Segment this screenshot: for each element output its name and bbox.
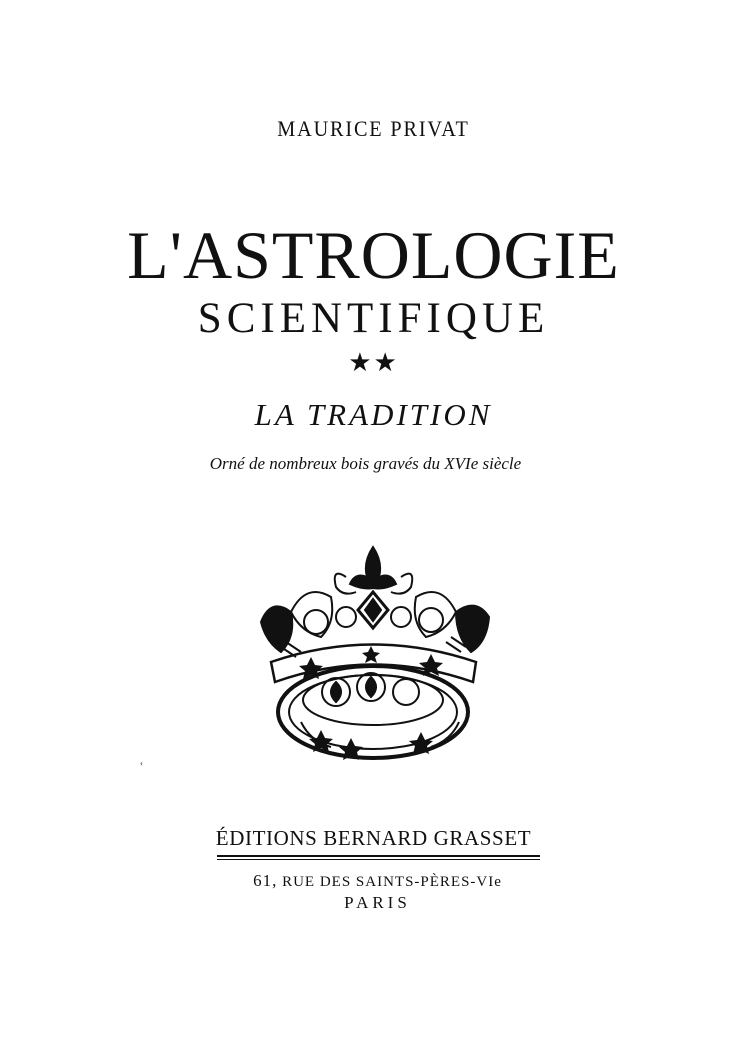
book-subtitle: SCIENTIFIQUE (197, 295, 550, 342)
address-street: RUE DES SAINTS-PÈRES-VIe (282, 874, 502, 890)
part-title: LA TRADITION (254, 397, 493, 432)
publisher-city: PARIS (344, 893, 411, 912)
double-rule (217, 855, 540, 860)
publisher-name: ÉDITIONS BERNARD GRASSET (215, 826, 532, 850)
publisher-address (4, 871, 747, 891)
address-number: 61, (253, 871, 278, 890)
book-title: L'ASTROLOGIE (127, 217, 620, 293)
stray-mark: ‹ (140, 758, 143, 768)
crown-icon (251, 542, 496, 767)
author-name: MAURICE PRIVAT (277, 116, 470, 141)
volume-stars: ★★ (348, 348, 399, 377)
illustration-note: Orné de nombreux bois gravés du XVIe siècle (209, 454, 522, 473)
